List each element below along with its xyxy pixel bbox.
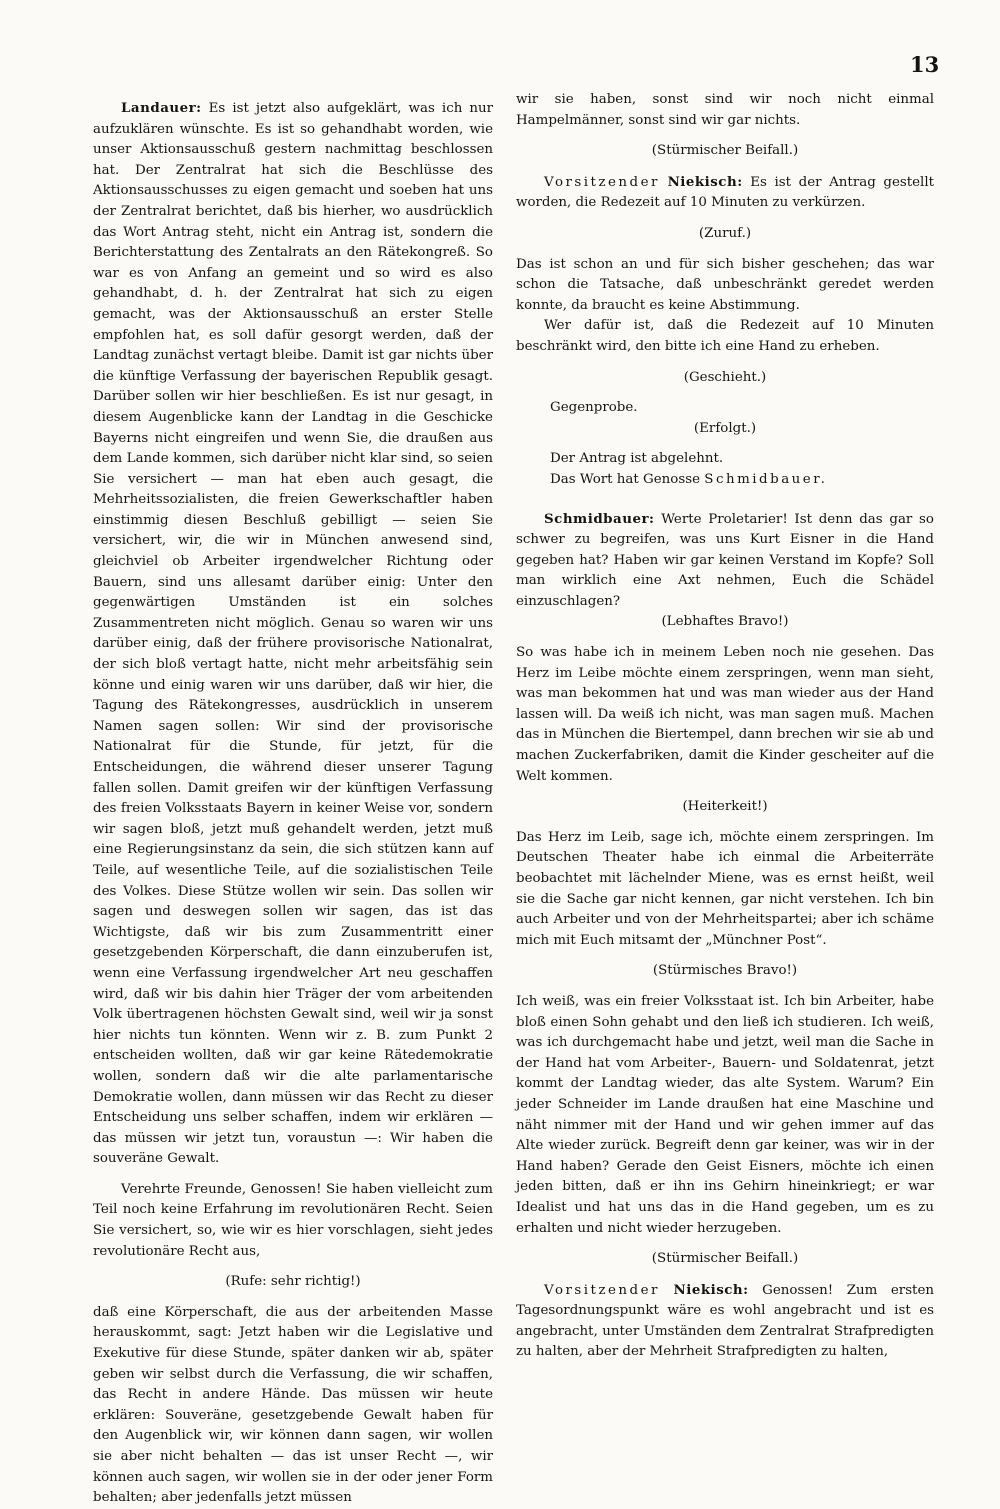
speaker-name: Niekisch: <box>673 1281 749 1298</box>
interjection: (Geschieht.) <box>683 369 767 385</box>
speech-text: Es ist jetzt also aufgeklärt, was ich nur aufzuklären wünschte. Es ist so gehandhabt worden, wie unser Aktionsausschuß gestern nachmittag beschlossen hat. Der Zentralrat hat sich die Beschlüsse des Aktionsausschusses zu eigen gemacht und soeben hat uns der Zentralrat berichtet, daß bis hierher, wo ausdrücklich das Wort Antrag steht, nicht ein Antrag ist, sondern die Berichterstattung des Zentalrats an den Rätekongreß. So war es von Anfang an gemeint und so wird es also gehandhabt, d. h. der Zentralrat hat sich zu eigen gemacht, was der Aktionsausschuß an erster Stelle empfohlen hat, es soll dafür gesorgt werden, daß der Landtag zunächst vertagt bleibe. Damit ist gar nichts über die künftige Verfassung der bayerischen Republik gesagt. Darüber sollen wir hier beschließen. Es ist nur gesagt, in diesem Augenblicke kann der Landtag in die Geschicke Bayerns nicht eingreifen und wenn Sie, die draußen aus dem Lande kommen, sich darüber nicht klar sind, so seien Sie versichert — man hat eben auch gesagt, die Mehrheitssozialisten, die freien Gewerkschaftler haben einstimmig diesen Beschluß gebilligt — seien Sie versichert, wir, die wir in München anwesend sind, gleichviel ob Arbeiter irgendwelcher Richtung oder Bauern, sind uns allesamt darüber einig: Unter den gegenwärtigen Umständen ist ein solches Zusammentreten nicht möglich. Genau so waren wir uns darüber einig, daß der frühere provisorische Nationalrat, der sich bloß vertagt hatte, nicht mehr arbeitsfähig sein könne und einig waren wir uns darüber, daß wir hier, die Tagung des Rätekongresses, ausdrücklich in unserem Namen sagen sollen: Wir sind der provisorische Nationalrat für die Stunde, für jetzt, für die Entscheidungen, die während dieser unserer Tagung fallen sollen. Damit greifen wir der künftigen Verfassung des freien Volksstaats Bayern in keiner Weise vor, sondern wir sagen bloß, jetzt muß gehandelt werden, jetzt muß eine Regierungsinstanz da sein, die sich stützen kann auf Teile, auf wesentliche Teile, auf die sozialistischen Teile des Volkes. Diese Stütze wollen wir sein. Das sollen wir sagen und deswegen sollen wir sagen, das ist das Wichtigste, daß wir bis zum Zusammentritt einer gesetzgebenden Körperschaft, die dann einzuberufen ist, wenn eine Verfassung irgendwelcher Art neu geschaffen wird, daß wir bis dahin hier Träger der vom arbeitenden Volk übertragenen höchsten Gewalt sind, weil wir ja sonst hier nichts tun könnten. Wenn wir z. B. zum Punkt 2 entscheiden wollten, daß wir gar keine Rätedemokratie wollen, sondern daß wir die alte parlamentarische Demokratie wollen, dann müssen wir das Recht zu dieser Entscheidung uns selber schaffen, indem wir erklären — das müssen wir jetzt tun, voraustun —: Wir haben die souveräne Gewalt. <box>93 101 493 1167</box>
interjection: (Erfolgt.) <box>693 420 757 436</box>
paragraph-text: Das Herz im Leib, sage ich, möchte einem zerspringen. Im Deutschen Theater habe ich einmal die Arbeiterräte beobachtet mit lächelnder Miene, was es ernst heißt, weil sie die Sache gar nicht kennen, gar nicht verstehen. Ich bin auch Arbeiter und von der Mehrheitspartei; aber ich schäme mich mit Euch mitsamt der „Münchner Post“. <box>516 829 934 948</box>
paragraph-chair <box>516 1280 934 1363</box>
interjection: (Rufe: sehr richtig!) <box>225 1274 361 1290</box>
paragraph-text: Wer dafür ist, daß die Redezeit auf 10 Minuten beschränkt wird, den bitte ich eine Hand zu erheben. <box>516 318 934 354</box>
page-number: 13 <box>910 52 940 77</box>
interjection: (Stürmischer Beifall.) <box>651 1251 799 1267</box>
interjection: (Heiterkeit!) <box>682 799 768 815</box>
right-column <box>516 90 934 1363</box>
paragraph-text: Das ist schon an und für sich bisher geschehen; das war schon die Tatsache, daß unbeschränkt geredet werden konnte, da braucht es keine Abstimmung. <box>516 256 934 313</box>
paragraph-text: So was habe ich in meinem Leben noch nie gesehen. Das Herz im Leibe möchte einem zerspringen, wenn man sieht, was man bekommen hat und was man wieder aus der Hand lassen will. Da weiß ich nicht, was man sagen muß. Machen das in München die Biertempel, dann brechen wir sie ab und machen Zuckerfabriken, damit die Kinder gescheiter auf die Welt kommen. <box>516 645 934 784</box>
interjection: (Lebhaftes Bravo!) <box>661 614 789 630</box>
speaker-name: Niekisch: <box>667 173 743 190</box>
speech-text: Es ist der Antrag gestellt worden, die Redezeit auf 10 Minuten zu verkürzen. <box>516 174 934 211</box>
paragraph-chair <box>516 172 934 214</box>
paragraph-text: Ich weiß, was ein freier Volksstaat ist. Ich bin Arbeiter, habe bloß einen Sohn gehabt und den ließ ich studieren. Ich weiß, was ich durchgemacht habe und jetzt, weil man die Sache in der Hand hat vom Arbeiter-, Bauern- und Soldatenrat, jetzt kommt der Landtag wieder, das alte System. Warum? Ein jeder Schneider im Lande draußen hat eine Maschine und näht nimmer mit der Hand und wir gehen immer auf das Alte wieder zurück. Begreift denn gar keiner, was wir in der Hand haben? Gerade den Geist Eisners, möchte ich einen jeden bitten, daß er ihn ins Gehirn hineinkriegt; er war Idealist und hat uns das in die Hand gegeben, um es zu erhalten und nicht wieder herzugeben. <box>516 993 934 1236</box>
chair-label: Vorsitzender <box>544 174 660 190</box>
interjection: (Stürmisches Bravo!) <box>652 963 798 979</box>
interjection: (Zuruf.) <box>698 225 752 241</box>
paragraph-text <box>550 470 934 491</box>
speech-text: Werte Proletarier! Ist denn das gar so schwer zu begreifen, was uns Kurt Eisner in die Hand gegeben hat? Haben wir gar keinen Verstand im Kopfe? Soll man wirklich eine Axt nehmen, Euch die Schädel einzuschlagen? <box>516 511 934 609</box>
paragraph-text: Der Antrag ist abgelehnt. <box>550 451 724 467</box>
interjection: (Stürmischer Beifall.) <box>651 143 799 159</box>
speaker-name: Schmidbauer. <box>704 471 828 487</box>
paragraph-text: daß eine Körperschaft, die aus der arbeitenden Masse herauskommt, sagt: Jetzt haben wir die Legislative und Exekutive für diese Stunde, später danken wir ab, später geben wir selbst durch die Verfassung, die wir schaffen, das Recht in andere Hände. Das müssen wir heute erklären: Souveräne, gesetzgebende Gewalt haben für den Augenblick wir, wir können dann sagen, wir wollen sie aber nicht behalten — das ist unser Recht —, wir können auch sagen, wir wollen sie in der oder jener Form behalten; aber jedenfalls jetzt müssen <box>93 1304 493 1506</box>
paragraph-text: wir sie haben, sonst sind wir noch nicht einmal Hampelmänner, sonst sind wir gar nichts. <box>516 92 934 128</box>
chair-label: Vorsitzender <box>544 1282 660 1298</box>
speech-text: Das Wort hat Genosse <box>550 471 705 487</box>
left-column <box>93 98 493 1509</box>
paragraph-schmidbauer <box>516 509 934 613</box>
paragraph-landauer <box>93 98 493 1170</box>
speaker-name: Schmidbauer: <box>544 510 655 527</box>
speaker-name: Landauer: <box>121 100 202 116</box>
paragraph-text: Gegenprobe. <box>550 400 638 416</box>
speech-text: Genossen! Zum ersten Tagesordnungspunkt wäre es wohl angebracht und ist es angebracht, unter Umständen dem Zentralrat Strafpredigten zu halten, aber der Mehrheit Strafpredigten zu halten, <box>516 1282 934 1360</box>
paragraph-text: Verehrte Freunde, Genossen! Sie haben vielleicht zum Teil noch keine Erfahrung im revolutionären Recht. Seien Sie versichert, so, wie wir es hier vorschlagen, sieht jedes revolutionäre Recht aus, <box>93 1181 493 1259</box>
